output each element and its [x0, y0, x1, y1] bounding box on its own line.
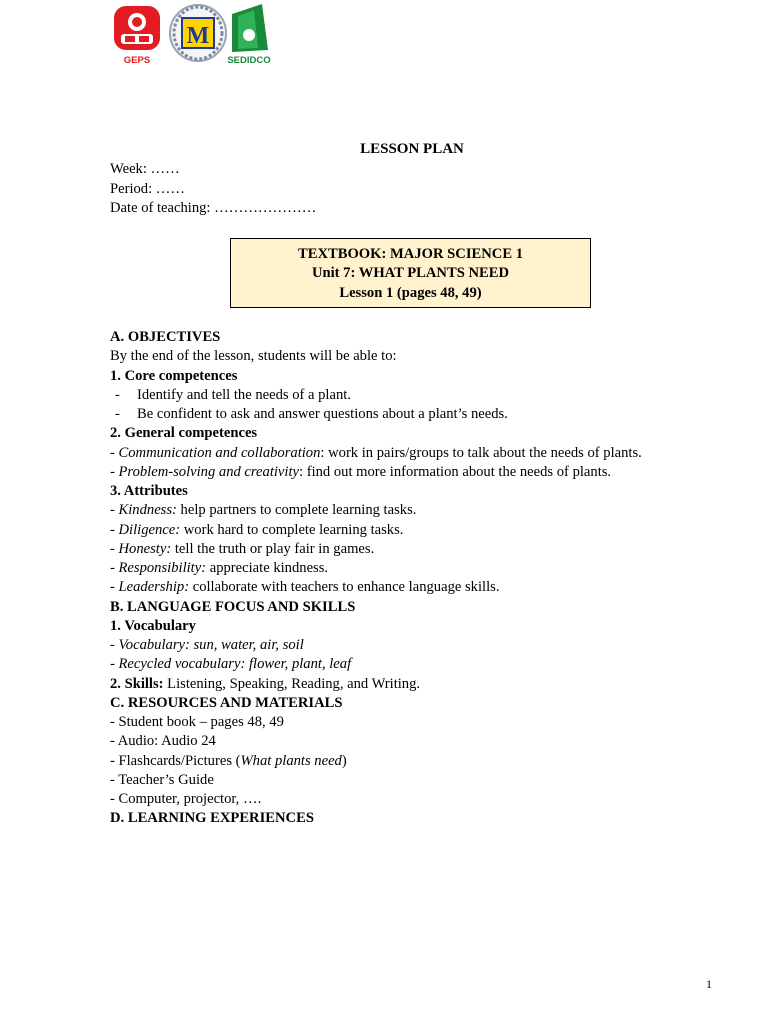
attribute-text: appreciate kindness.	[206, 560, 329, 576]
objectives-heading: A. OBJECTIVES	[110, 329, 221, 345]
attribute-item: - Honesty: tell the truth or play fair in games.	[110, 540, 375, 557]
vocab-item-text: Recycled vocabulary: flower, plant, leaf	[118, 656, 352, 673]
lesson-content	[110, 328, 710, 829]
attribute-text: collaborate with teachers to enhance language skills.	[189, 579, 500, 596]
attribute-text: tell the truth or play fair in games.	[171, 540, 375, 557]
core-competences-heading: 1. Core competences	[110, 367, 238, 384]
sedidco-logo	[227, 4, 270, 66]
resource-item	[110, 752, 710, 771]
core-item-text: Be confident to ask and answer questions about a plant’s needs.	[137, 406, 508, 422]
attribute-label: Diligence:	[118, 521, 181, 538]
attribute-label: Kindness:	[118, 502, 177, 519]
attributes-heading: 3. Attributes	[110, 483, 188, 499]
resources-heading: C. RESOURCES AND MATERIALS	[110, 694, 343, 711]
core-item	[110, 405, 710, 424]
objectives-intro: By the end of the lesson, students will be able to:	[110, 348, 397, 365]
period-field: Period: ……	[110, 180, 185, 197]
attribute-label: Honesty:	[118, 540, 172, 557]
general-item: - Communication and collaboration: work in pairs/groups to talk about the needs of plants.	[110, 444, 642, 461]
language-heading: B. LANGUAGE FOCUS AND SKILLS	[110, 598, 356, 615]
general-item-text: : find out more information about the needs of plants.	[299, 463, 612, 480]
resource-item-italic: What plants need	[240, 752, 342, 769]
lesson-meta	[110, 160, 316, 219]
attribute-item: - Kindness: help partners to complete learning tasks.	[110, 502, 417, 519]
general-item-label: Problem-solving and creativity	[118, 463, 299, 480]
general-item-text: : work in pairs/groups to talk about the needs of plants.	[320, 444, 642, 461]
geps-logo	[114, 6, 160, 66]
header-logos	[112, 2, 277, 68]
general-competences-heading: 2. General competences	[110, 425, 258, 442]
vocab-item: - Recycled vocabulary: flower, plant, leaf	[110, 656, 352, 673]
learning-heading: D. LEARNING EXPERIENCES	[110, 810, 314, 827]
attribute-label: Leadership:	[118, 579, 190, 596]
date-field: Date of teaching: …………………	[110, 200, 317, 216]
attribute-text: help partners to complete learning tasks.	[176, 502, 417, 519]
core-item	[110, 386, 710, 405]
resource-item: - Teacher’s Guide	[110, 771, 214, 788]
attribute-item: - Diligence: work hard to complete learning tasks.	[110, 521, 404, 538]
textbook-title: TEXTBOOK: MAJOR SCIENCE 1	[297, 246, 523, 262]
skills-text: Listening, Speaking, Reading, and Writing.	[163, 675, 421, 692]
vocab-item: - Vocabulary: sun, water, air, soil	[110, 637, 304, 653]
unit-title: Unit 7: WHAT PLANTS NEED	[311, 265, 510, 282]
sedidco-logo-label: SEDIDCO	[227, 55, 271, 66]
page-number: 1	[706, 977, 712, 991]
lesson-title: Lesson 1 (pages 48, 49)	[339, 284, 482, 301]
attribute-label: Responsibility:	[118, 560, 207, 576]
vocabulary-heading: 1. Vocabulary	[110, 617, 196, 634]
general-item-label: Communication and collaboration	[118, 444, 321, 461]
general-item: - Problem-solving and creativity: find out more information about the needs of plants.	[110, 463, 612, 480]
vocab-item-text: Vocabulary: sun, water, air, soil	[118, 637, 304, 653]
resource-item-prefix: - Flashcards/Pictures (	[110, 752, 241, 769]
resource-item-suffix: )	[341, 752, 347, 769]
resource-item: - Computer, projector, ….	[110, 791, 262, 807]
week-field: Week: ……	[110, 161, 180, 177]
resource-item: - Student book – pages 48, 49	[110, 714, 284, 730]
bullet-dash: -	[115, 386, 120, 403]
skills-label: 2. Skills:	[110, 675, 164, 692]
geps-logo-label: GEPS	[123, 55, 151, 66]
page-title: LESSON PLAN	[360, 141, 464, 157]
core-item-text: Identify and tell the needs of a plant.	[137, 386, 351, 403]
textbook-box	[230, 238, 591, 308]
attribute-item: - Leadership: collaborate with teachers to enhance language skills.	[110, 579, 500, 596]
attribute-item: - Responsibility: appreciate kindness.	[110, 560, 329, 576]
skills-line	[110, 675, 710, 694]
resource-item: - Audio: Audio 24	[110, 733, 216, 750]
major-education-logo	[170, 5, 226, 61]
bullet-dash: -	[115, 406, 120, 422]
attribute-text: work hard to complete learning tasks.	[180, 521, 404, 538]
logo-group	[112, 2, 277, 68]
major-logo-letter: M	[186, 23, 210, 49]
